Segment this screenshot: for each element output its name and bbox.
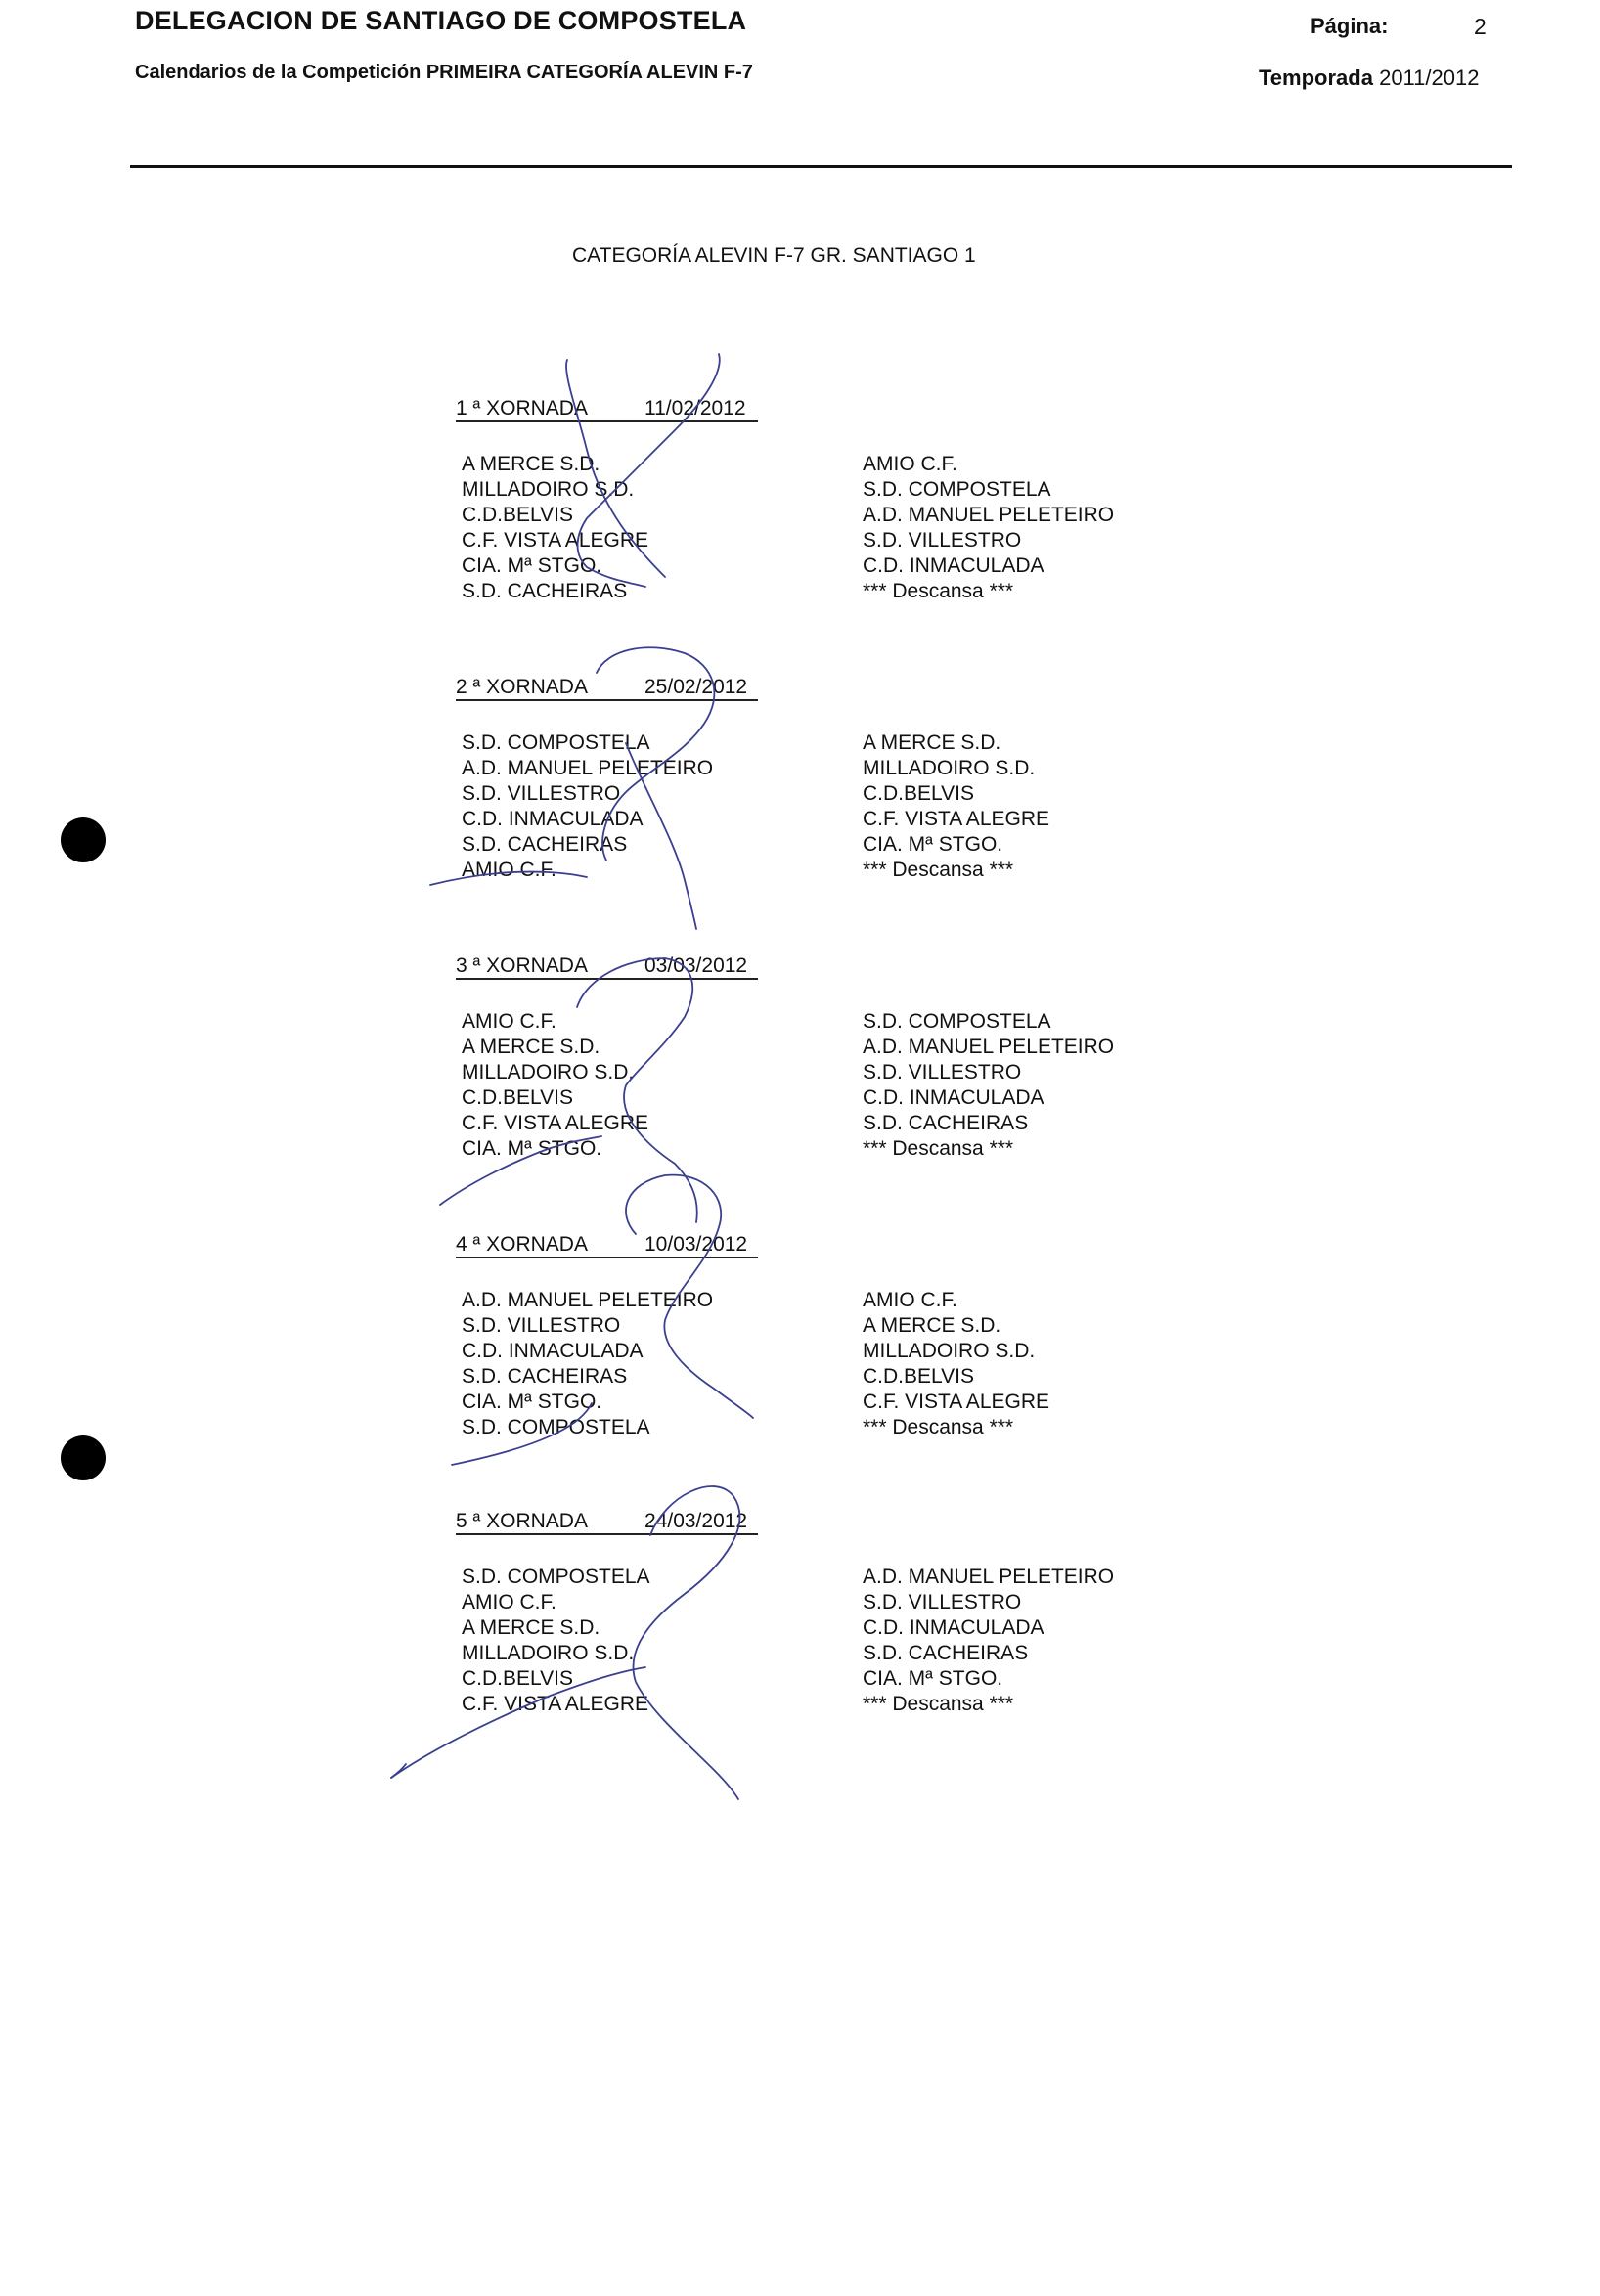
away-team: S.D. CACHEIRAS bbox=[863, 1112, 1029, 1134]
home-team: AMIO C.F. bbox=[462, 1010, 556, 1033]
home-team: AMIO C.F. bbox=[462, 1591, 556, 1613]
away-team: MILLADOIRO S.D. bbox=[863, 1340, 1036, 1362]
round-date: 10/03/2012 bbox=[644, 1233, 748, 1256]
home-team: S.D. CACHEIRAS bbox=[462, 833, 628, 856]
home-team: C.D.BELVIS bbox=[462, 504, 573, 526]
away-team: CIA. Mª STGO. bbox=[863, 1667, 1003, 1690]
away-team: *** Descansa *** bbox=[863, 1693, 1014, 1715]
round-label: 4 ª XORNADA bbox=[456, 1233, 588, 1256]
away-team: S.D. COMPOSTELA bbox=[863, 1010, 1051, 1033]
away-team: C.D.BELVIS bbox=[863, 782, 974, 805]
home-team: MILLADOIRO S.D. bbox=[462, 1061, 635, 1083]
category-title: CATEGORÍA ALEVIN F-7 GR. SANTIAGO 1 bbox=[572, 244, 976, 267]
page-label: Página: bbox=[1311, 14, 1389, 38]
home-team: S.D. COMPOSTELA bbox=[462, 731, 650, 754]
season-value: 2011/2012 bbox=[1379, 66, 1480, 90]
home-team: S.D. VILLESTRO bbox=[462, 782, 621, 805]
home-team: C.F. VISTA ALEGRE bbox=[462, 1693, 649, 1715]
away-team: C.F. VISTA ALEGRE bbox=[863, 1391, 1050, 1413]
round-date: 11/02/2012 bbox=[644, 397, 746, 419]
away-team: AMIO C.F. bbox=[863, 1289, 957, 1311]
home-team: A.D. MANUEL PELETEIRO bbox=[462, 1289, 714, 1311]
signature-round-5 bbox=[391, 1486, 739, 1799]
home-team: CIA. Mª STGO. bbox=[462, 1137, 602, 1160]
signature-round-4 bbox=[452, 1175, 753, 1465]
away-team: A.D. MANUEL PELETEIRO bbox=[863, 1036, 1115, 1058]
season-label: Temporada bbox=[1259, 66, 1373, 90]
round-label: 2 ª XORNADA bbox=[456, 676, 588, 698]
away-team: A.D. MANUEL PELETEIRO bbox=[863, 504, 1115, 526]
home-team: CIA. Mª STGO. bbox=[462, 554, 602, 577]
home-team: C.D.BELVIS bbox=[462, 1086, 573, 1109]
away-team: *** Descansa *** bbox=[863, 1137, 1014, 1160]
round-date: 03/03/2012 bbox=[644, 954, 748, 977]
home-team: AMIO C.F. bbox=[462, 859, 556, 881]
away-team: C.F. VISTA ALEGRE bbox=[863, 808, 1050, 830]
away-team: AMIO C.F. bbox=[863, 453, 957, 475]
home-team: S.D. COMPOSTELA bbox=[462, 1416, 650, 1438]
away-team: MILLADOIRO S.D. bbox=[863, 757, 1036, 779]
signature-round-1 bbox=[566, 354, 720, 587]
home-team: A MERCE S.D. bbox=[462, 1616, 600, 1639]
home-team: S.D. CACHEIRAS bbox=[462, 580, 628, 602]
home-team: CIA. Mª STGO. bbox=[462, 1391, 602, 1413]
away-team: *** Descansa *** bbox=[863, 580, 1014, 602]
away-team: A.D. MANUEL PELETEIRO bbox=[863, 1566, 1115, 1588]
home-team: MILLADOIRO S.D. bbox=[462, 1642, 635, 1664]
home-team: C.F. VISTA ALEGRE bbox=[462, 529, 649, 552]
away-team: A MERCE S.D. bbox=[863, 1314, 1001, 1337]
away-team: CIA. Mª STGO. bbox=[863, 833, 1003, 856]
home-team: C.D.BELVIS bbox=[462, 1667, 573, 1690]
home-team: A.D. MANUEL PELETEIRO bbox=[462, 757, 714, 779]
round-date: 25/02/2012 bbox=[644, 676, 748, 698]
document-subtitle: Calendarios de la Competición PRIMEIRA CATEGORÍA ALEVIN F-7 bbox=[135, 62, 753, 83]
away-team: S.D. VILLESTRO bbox=[863, 529, 1022, 552]
home-team: A MERCE S.D. bbox=[462, 453, 600, 475]
away-team: S.D. VILLESTRO bbox=[863, 1591, 1022, 1613]
signature-round-2 bbox=[430, 647, 714, 929]
away-team: S.D. VILLESTRO bbox=[863, 1061, 1022, 1083]
punch-hole bbox=[61, 1435, 106, 1480]
away-team: C.D. INMACULADA bbox=[863, 1086, 1044, 1109]
round-label: 1 ª XORNADA bbox=[456, 397, 588, 419]
home-team: C.F. VISTA ALEGRE bbox=[462, 1112, 649, 1134]
away-team: *** Descansa *** bbox=[863, 1416, 1014, 1438]
signature-round-3 bbox=[440, 958, 697, 1222]
away-team: C.D. INMACULADA bbox=[863, 1616, 1044, 1639]
round-label: 5 ª XORNADA bbox=[456, 1510, 588, 1532]
home-team: S.D. CACHEIRAS bbox=[462, 1365, 628, 1388]
page-number: 2 bbox=[1474, 14, 1487, 39]
away-team: A MERCE S.D. bbox=[863, 731, 1001, 754]
away-team: S.D. CACHEIRAS bbox=[863, 1642, 1029, 1664]
away-team: C.D. INMACULADA bbox=[863, 554, 1044, 577]
home-team: S.D. VILLESTRO bbox=[462, 1314, 621, 1337]
home-team: S.D. COMPOSTELA bbox=[462, 1566, 650, 1588]
home-team: A MERCE S.D. bbox=[462, 1036, 600, 1058]
document-title: DELEGACION DE SANTIAGO DE COMPOSTELA bbox=[135, 6, 747, 35]
home-team: C.D. INMACULADA bbox=[462, 1340, 644, 1362]
home-team: C.D. INMACULADA bbox=[462, 808, 644, 830]
round-date: 24/03/2012 bbox=[644, 1510, 748, 1532]
home-team: MILLADOIRO S.D. bbox=[462, 478, 635, 501]
punch-hole bbox=[61, 817, 106, 862]
round-label: 3 ª XORNADA bbox=[456, 954, 588, 977]
away-team: C.D.BELVIS bbox=[863, 1365, 974, 1388]
away-team: *** Descansa *** bbox=[863, 859, 1014, 881]
away-team: S.D. COMPOSTELA bbox=[863, 478, 1051, 501]
